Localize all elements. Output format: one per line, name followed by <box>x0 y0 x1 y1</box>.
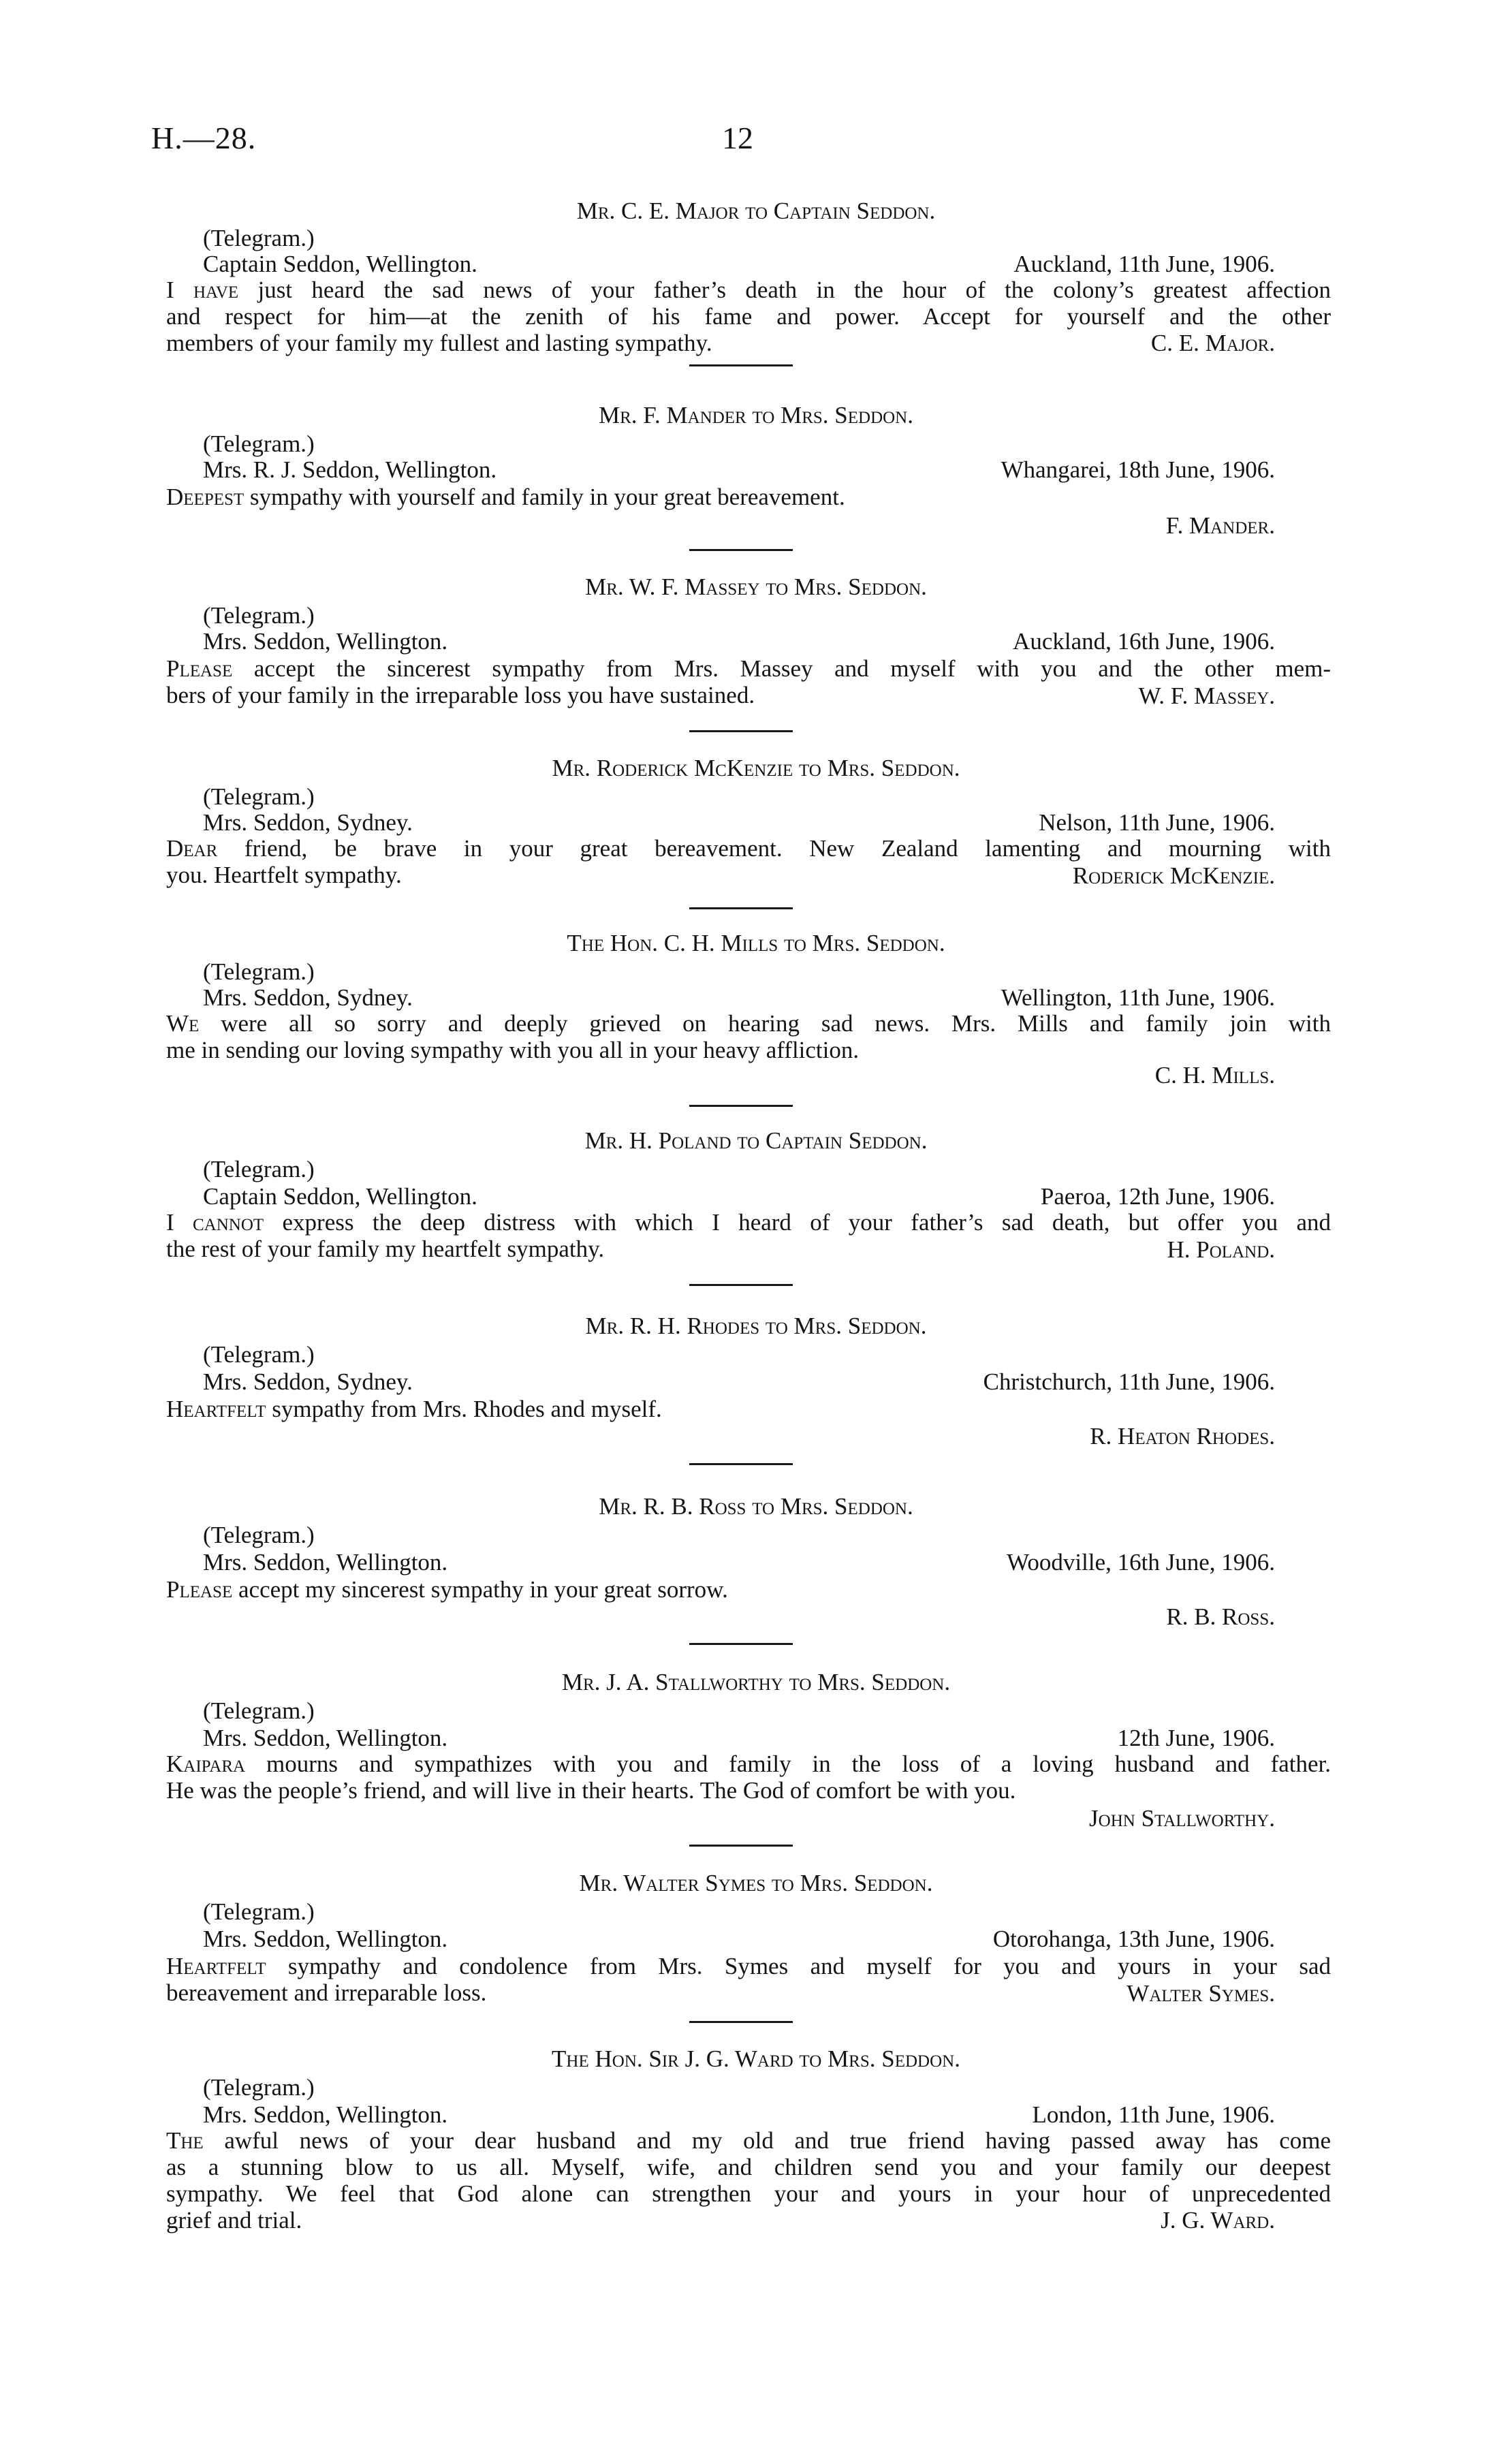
telegram-label: (Telegram.) <box>203 1898 315 1925</box>
letter-recipient-name: Mrs. Seddon <box>827 755 954 781</box>
recipient-address: Mrs. Seddon, Wellington. <box>203 2101 448 2128</box>
letter-sender: Mr. H. Poland <box>584 1127 731 1154</box>
body-text: just heard the sad news of your father’s death in the hour of the colony’s greatest affection <box>238 277 1331 303</box>
section-divider <box>689 1643 793 1645</box>
section-divider <box>689 1845 793 1847</box>
body-text: accept my sincerest sympathy in your great sorrow. <box>232 1576 728 1603</box>
place-date: 12th June, 1906. <box>1117 1725 1275 1751</box>
body-line <box>166 862 402 888</box>
section-divider <box>689 1463 793 1465</box>
letter-title: Mr. Walter Symes to Mrs. Seddon. <box>579 1870 933 1896</box>
body-text: mourns and sympathizes with you and family in the loss of a loving husband and father. <box>245 1751 1331 1777</box>
body-text: me in sending our loving sympathy with you all in your heavy affliction. <box>166 1037 860 1063</box>
body-line <box>166 1979 486 2006</box>
body-lead-word: Kaipara <box>166 1751 246 1777</box>
body-text: and respect for him—at the zenith of his fame and power. Accept for yourself and the other <box>166 303 1331 330</box>
body-line <box>166 835 1331 862</box>
section-divider <box>689 730 793 732</box>
section-divider <box>689 1105 793 1107</box>
place-date: Auckland, 11th June, 1906. <box>1013 251 1275 277</box>
letter-recipient-name: Captain Seddon <box>765 1127 922 1154</box>
body-lead-word: Heartfelt <box>166 1953 266 1979</box>
letter-title: Mr. R. B. Ross to Mrs. Seddon. <box>599 1493 913 1520</box>
body-line <box>166 2127 1331 2154</box>
body-line <box>166 1396 662 1422</box>
document-reference: H.—28. <box>151 121 257 155</box>
signature: C. H. Mills. <box>1154 1062 1275 1088</box>
letter-sender: Mr. C. E. Major <box>576 198 740 224</box>
signature: R. Heaton Rhodes. <box>1090 1423 1275 1449</box>
letter-title: Mr. C. E. Major to Captain Seddon. <box>576 198 936 224</box>
recipient-address: Mrs. Seddon, Wellington. <box>203 628 448 655</box>
body-line <box>166 1953 1331 1979</box>
letter-recipient-name: Mrs. Seddon <box>817 1669 945 1695</box>
place-date: Otorohanga, 13th June, 1906. <box>992 1926 1275 1952</box>
letter-recipient-name: Mrs. Seddon <box>780 1493 907 1520</box>
place-date: Auckland, 16th June, 1906. <box>1013 628 1275 655</box>
letter-title: Mr. R. H. Rhodes to Mrs. Seddon. <box>585 1313 927 1339</box>
body-lead-word: Please <box>166 655 233 682</box>
body-line <box>166 1576 728 1603</box>
letter-recipient-name: Mrs. Seddon <box>793 574 922 600</box>
body-text: members of your family my fullest and lasting sympathy. <box>166 330 712 356</box>
signature: R. B. Ross. <box>1166 1603 1275 1630</box>
signature: Walter Symes. <box>1127 1980 1275 2007</box>
section-divider <box>689 2021 793 2023</box>
letter-title: Mr. Roderick McKenzie to Mrs. Seddon. <box>552 755 960 781</box>
body-lead-word: I have <box>166 277 239 303</box>
body-text: as a stunning blow to us all. Myself, wife, and children send you and your family our deepest <box>166 2154 1331 2180</box>
body-line <box>166 2154 1331 2180</box>
letter-sender: The Hon. Sir J. G. Ward <box>552 2045 793 2072</box>
body-line <box>166 1236 604 1262</box>
body-line <box>166 1010 1331 1037</box>
place-date: Wellington, 11th June, 1906. <box>1001 984 1275 1011</box>
body-text: grief and trial. <box>166 2207 302 2233</box>
telegram-label: (Telegram.) <box>203 2074 315 2101</box>
section-divider <box>689 364 793 366</box>
place-date: Nelson, 11th June, 1906. <box>1039 809 1275 836</box>
body-text: express the deep distress with which I heard of your father’s sad death, but offer you and <box>264 1209 1331 1236</box>
body-text: sympathy with yourself and family in your great bereavement. <box>244 484 845 510</box>
body-text: sympathy and condolence from Mrs. Symes and myself for you and yours in your sad <box>266 1953 1331 1979</box>
body-line <box>166 682 755 708</box>
body-line <box>166 330 712 356</box>
signature: Roderick McKenzie. <box>1072 862 1275 889</box>
letter-sender: Mr. R. B. Ross <box>599 1493 746 1520</box>
telegram-label: (Telegram.) <box>203 225 315 251</box>
place-date: Paeroa, 12th June, 1906. <box>1040 1183 1275 1210</box>
body-text: He was the people’s friend, and will live in their hearts. The God of comfort be with you. <box>166 1777 1016 1804</box>
telegram-label: (Telegram.) <box>203 430 315 457</box>
letter-sender: Mr. J. A. Stallworthy <box>561 1669 783 1695</box>
body-lead-word: Please <box>166 1576 233 1603</box>
recipient-address: Mrs. Seddon, Sydney. <box>203 1368 413 1395</box>
letter-sender: Mr. W. F. Massey <box>585 574 760 600</box>
recipient-address: Mrs. Seddon, Sydney. <box>203 984 413 1011</box>
letter-sender: Mr. R. H. Rhodes <box>585 1313 760 1339</box>
telegram-label: (Telegram.) <box>203 958 315 985</box>
section-divider <box>689 549 793 551</box>
signature: J. G. Ward. <box>1161 2207 1275 2233</box>
body-text: sympathy. We feel that God alone can strengthen your and yours in your hour of unprecedented <box>166 2180 1331 2207</box>
recipient-address: Captain Seddon, Wellington. <box>203 1183 477 1210</box>
body-line <box>166 484 845 510</box>
page-number: 12 <box>722 121 753 155</box>
place-date: Woodville, 16th June, 1906. <box>1007 1549 1275 1575</box>
letter-recipient-name: Mrs. Seddon <box>800 1870 927 1896</box>
body-lead-word: Dear <box>166 835 218 862</box>
body-text: bers of your family in the irreparable loss you have sustained. <box>166 682 755 708</box>
letter-recipient-name: Mrs. Seddon <box>812 930 939 956</box>
telegram-label: (Telegram.) <box>203 1697 315 1724</box>
body-lead-word: I cannot <box>166 1209 264 1236</box>
letter-title: The Hon. C. H. Mills to Mrs. Seddon. <box>567 930 945 956</box>
body-line <box>166 303 1331 330</box>
body-text: you. Heartfelt sympathy. <box>166 862 402 888</box>
recipient-address: Captain Seddon, Wellington. <box>203 251 477 277</box>
letter-title: Mr. H. Poland to Captain Seddon. <box>584 1127 928 1154</box>
signature: H. Poland. <box>1167 1236 1275 1263</box>
body-line <box>166 2207 302 2233</box>
letter-recipient-name: Mrs. Seddon <box>781 402 908 428</box>
body-text: friend, be brave in your great bereavement. New Zealand lamenting and mourning with <box>217 835 1331 862</box>
body-lead-word: The <box>166 2127 204 2154</box>
section-divider <box>689 1284 793 1286</box>
letter-sender: The Hon. C. H. Mills <box>567 930 778 956</box>
recipient-address: Mrs. R. J. Seddon, Wellington. <box>203 456 497 483</box>
recipient-address: Mrs. Seddon, Wellington. <box>203 1725 448 1751</box>
recipient-address: Mrs. Seddon, Sydney. <box>203 809 413 836</box>
body-text: awful news of your dear husband and my old and true friend having passed away has come <box>203 2127 1331 2154</box>
signature: W. F. Massey. <box>1138 683 1275 709</box>
letter-title: Mr. J. A. Stallworthy to Mrs. Seddon. <box>561 1669 951 1695</box>
body-lead-word: Heartfelt <box>166 1396 266 1422</box>
body-text: were all so sorry and deeply grieved on hearing sad news. Mrs. Mills and family join with <box>199 1010 1331 1037</box>
letter-sender: Mr. F. Mander <box>599 402 746 428</box>
telegram-label: (Telegram.) <box>203 1156 315 1182</box>
letter-title: The Hon. Sir J. G. Ward to Mrs. Seddon. <box>552 2045 960 2072</box>
letter-sender: Mr. Roderick McKenzie <box>552 755 793 781</box>
signature: C. E. Major. <box>1150 330 1275 356</box>
letter-recipient-name: Captain Seddon <box>773 198 930 224</box>
letter-recipient-name: Mrs. Seddon <box>793 1313 921 1339</box>
letter-sender: Mr. Walter Symes <box>579 1870 766 1896</box>
body-lead-word: Deepest <box>166 484 245 510</box>
body-line <box>166 1037 859 1063</box>
letter-title: Mr. W. F. Massey to Mrs. Seddon. <box>585 574 927 600</box>
place-date: London, 11th June, 1906. <box>1032 2101 1275 2128</box>
place-date: Christchurch, 11th June, 1906. <box>983 1368 1275 1395</box>
body-line <box>166 1751 1331 1777</box>
body-line <box>166 1209 1331 1236</box>
telegram-label: (Telegram.) <box>203 783 315 810</box>
body-line <box>166 277 1331 303</box>
recipient-address: Mrs. Seddon, Wellington. <box>203 1926 448 1952</box>
body-text: sympathy from Mrs. Rhodes and myself. <box>266 1396 662 1422</box>
place-date: Whangarei, 18th June, 1906. <box>1001 456 1275 483</box>
letter-recipient-name: Mrs. Seddon <box>828 2045 955 2072</box>
signature: F. Mander. <box>1165 512 1275 539</box>
telegram-label: (Telegram.) <box>203 1341 315 1368</box>
signature: John Stallworthy. <box>1089 1805 1275 1832</box>
body-line <box>166 655 1331 682</box>
recipient-address: Mrs. Seddon, Wellington. <box>203 1549 448 1575</box>
body-text: bereavement and irreparable loss. <box>166 1979 487 2006</box>
body-text: the rest of your family my heartfelt sympathy. <box>166 1236 605 1262</box>
section-divider <box>689 907 793 909</box>
body-lead-word: We <box>166 1010 200 1037</box>
telegram-label: (Telegram.) <box>203 1522 315 1548</box>
body-line <box>166 1777 1015 1804</box>
body-text: accept the sincerest sympathy from Mrs. Massey and myself with you and the other mem- <box>232 655 1331 682</box>
letter-title: Mr. F. Mander to Mrs. Seddon. <box>599 402 913 428</box>
body-line <box>166 2180 1331 2207</box>
telegram-label: (Telegram.) <box>203 602 315 629</box>
